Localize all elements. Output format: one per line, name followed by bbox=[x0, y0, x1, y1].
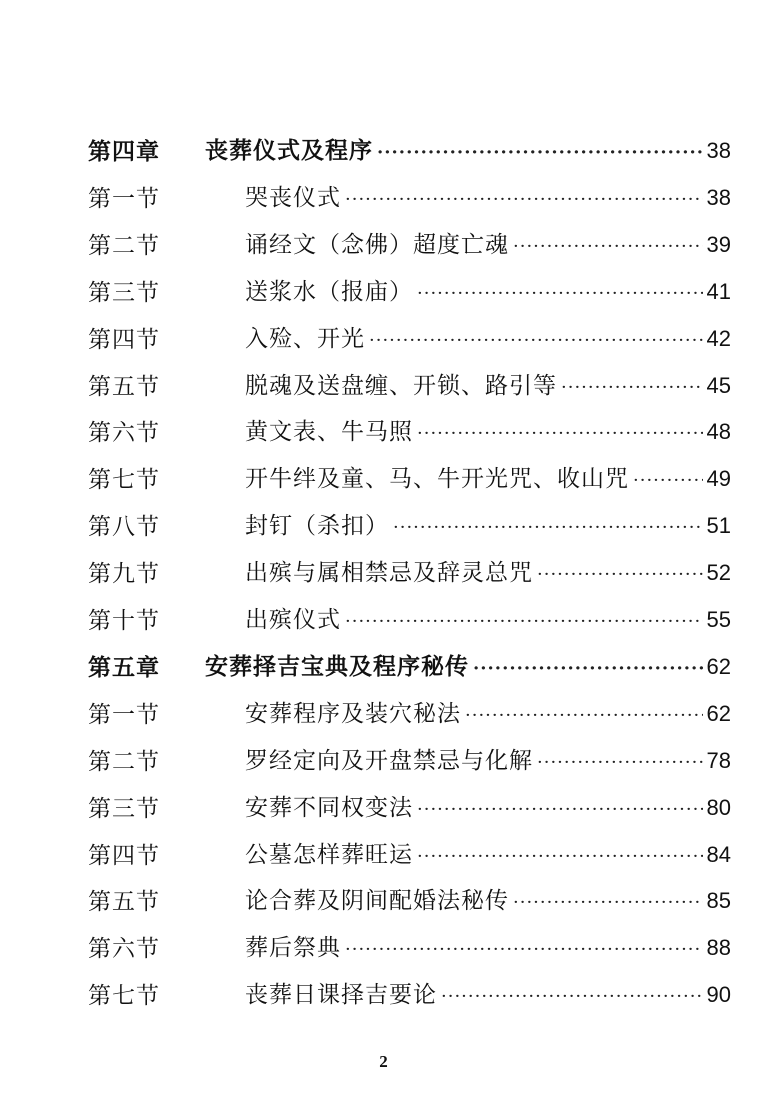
toc-section-row bbox=[0, 551, 767, 597]
dot-leader bbox=[417, 787, 703, 833]
dot-leader bbox=[473, 646, 703, 692]
dot-leader bbox=[513, 224, 703, 270]
dot-leader bbox=[465, 693, 703, 739]
toc-entry-title: 丧葬仪式及程序 bbox=[205, 137, 373, 164]
toc-entry-page: 52 bbox=[706, 560, 731, 586]
toc-entry bbox=[245, 550, 731, 598]
dot-leader bbox=[345, 177, 703, 223]
toc-entry-title: 诵经文（念佛）超度亡魂 bbox=[245, 231, 509, 258]
dot-leader bbox=[369, 318, 703, 364]
dot-leader bbox=[537, 740, 703, 786]
toc-entry bbox=[245, 785, 731, 833]
toc-entry-title: 封钉（杀扣） bbox=[245, 513, 389, 540]
toc-entry-page: 80 bbox=[706, 794, 731, 820]
toc-section-row bbox=[0, 457, 767, 503]
dot-leader bbox=[393, 505, 703, 551]
toc-entry bbox=[245, 503, 731, 551]
dot-leader bbox=[633, 458, 703, 504]
toc-entry-title: 黄文表、牛马照 bbox=[245, 419, 413, 446]
toc-entry bbox=[245, 832, 731, 880]
dot-leader bbox=[417, 271, 703, 317]
toc-entry-label: 第七节 bbox=[88, 467, 160, 494]
toc-entry bbox=[245, 738, 731, 786]
toc-section-row bbox=[0, 973, 767, 1019]
dot-leader bbox=[537, 552, 703, 598]
toc-entry-page: 38 bbox=[706, 184, 731, 210]
toc-entry bbox=[245, 972, 731, 1020]
dot-leader bbox=[345, 599, 703, 645]
toc-entry-title: 出殡与属相禁忌及辞灵总咒 bbox=[245, 560, 533, 587]
toc-section-row bbox=[0, 364, 767, 410]
toc-entry-page: 90 bbox=[706, 982, 731, 1008]
toc-entry bbox=[245, 409, 731, 457]
toc-entry bbox=[245, 925, 731, 973]
dot-leader bbox=[377, 130, 703, 176]
toc-entry-label: 第一节 bbox=[88, 185, 160, 212]
toc-section-row bbox=[0, 598, 767, 644]
toc-entry-label: 第三节 bbox=[88, 795, 160, 822]
toc-entry-page: 41 bbox=[706, 278, 731, 304]
toc-entry bbox=[245, 269, 731, 317]
toc-entry-label: 第二节 bbox=[88, 232, 160, 259]
toc-entry-title: 安葬择吉宝典及程序秘传 bbox=[205, 652, 469, 680]
toc-entry-title: 出殡仪式 bbox=[245, 607, 341, 633]
toc-entry-page: 39 bbox=[706, 231, 731, 257]
toc-entry-page: 42 bbox=[706, 325, 731, 351]
toc-section-row bbox=[0, 926, 767, 972]
dot-leader bbox=[441, 974, 703, 1020]
dot-leader bbox=[345, 927, 703, 973]
toc-entry-page: 78 bbox=[706, 747, 731, 773]
toc-entry-label: 第五节 bbox=[88, 889, 160, 916]
toc-entry-page: 84 bbox=[706, 841, 731, 867]
toc-section-row bbox=[0, 270, 767, 316]
page-number: 2 bbox=[379, 1052, 388, 1071]
toc-entry-title: 丧葬日课择吉要论 bbox=[245, 982, 437, 1009]
toc-entry-page: 51 bbox=[706, 513, 731, 539]
toc-entry-title: 入殓、开光 bbox=[245, 325, 365, 352]
toc-section-row bbox=[0, 317, 767, 363]
toc-entry-page: 45 bbox=[706, 372, 731, 398]
toc-entry bbox=[245, 316, 731, 364]
dot-leader bbox=[561, 365, 703, 411]
toc-entry-label: 第二节 bbox=[88, 748, 160, 775]
toc-entry-label: 第一节 bbox=[88, 701, 160, 728]
toc-section-row bbox=[0, 833, 767, 879]
toc-entry-title: 安葬程序及装穴秘法 bbox=[245, 700, 461, 727]
toc-entry bbox=[245, 222, 731, 270]
toc-entry bbox=[245, 175, 731, 223]
toc-chapter-row bbox=[0, 645, 767, 691]
toc-entry-label: 第八节 bbox=[88, 514, 160, 541]
toc-entry-page: 62 bbox=[706, 700, 731, 726]
toc-entry-title: 公墓怎样葬旺运 bbox=[245, 841, 413, 868]
toc-entry-page: 85 bbox=[706, 888, 731, 914]
toc-section-row bbox=[0, 410, 767, 456]
toc-entry-title: 脱魂及送盘缠、开锁、路引等 bbox=[245, 372, 557, 399]
toc-entry-label: 第十节 bbox=[88, 608, 160, 634]
toc-entry-page: 48 bbox=[706, 419, 731, 445]
toc-entry-label: 第四节 bbox=[88, 842, 160, 869]
toc-entry-title: 罗经定向及开盘禁忌与化解 bbox=[245, 747, 533, 774]
toc-entry-label: 第四节 bbox=[88, 326, 160, 353]
toc-section-row bbox=[0, 223, 767, 269]
dot-leader bbox=[417, 834, 703, 880]
toc-section-row bbox=[0, 879, 767, 925]
toc-entry-title: 开牛绊及童、马、牛开光咒、收山咒 bbox=[245, 466, 629, 493]
toc-section-row bbox=[0, 739, 767, 785]
toc-section-row bbox=[0, 786, 767, 832]
toc-entry bbox=[205, 644, 731, 692]
toc-entry-page: 55 bbox=[706, 607, 731, 632]
toc-entry-title: 论合葬及阴间配婚法秘传 bbox=[245, 888, 509, 915]
toc-entry bbox=[245, 878, 731, 926]
toc-chapter-row bbox=[0, 129, 767, 175]
toc-entry bbox=[245, 456, 731, 504]
toc-entry-label: 第七节 bbox=[88, 983, 160, 1010]
toc-entry bbox=[245, 363, 731, 411]
dot-leader bbox=[513, 880, 703, 926]
toc-entry bbox=[245, 597, 731, 645]
toc-entry-label: 第六节 bbox=[88, 936, 160, 963]
toc-entry-title: 葬后祭典 bbox=[245, 935, 341, 962]
toc-section-row bbox=[0, 692, 767, 738]
toc-section-row bbox=[0, 504, 767, 550]
toc-section-row bbox=[0, 176, 767, 222]
toc-entry-page: 88 bbox=[706, 935, 731, 961]
toc-entry-label: 第四章 bbox=[88, 138, 160, 165]
toc-entry-title: 送浆水（报庙） bbox=[245, 278, 413, 305]
dot-leader bbox=[417, 411, 703, 457]
toc-entry-label: 第九节 bbox=[88, 561, 160, 588]
toc-entry-label: 第三节 bbox=[88, 279, 160, 306]
toc-entry-page: 62 bbox=[706, 653, 731, 679]
toc-entry-title: 安葬不同权变法 bbox=[245, 794, 413, 821]
toc-entry-label: 第五节 bbox=[88, 373, 160, 400]
toc-entry-page: 38 bbox=[706, 138, 731, 163]
toc-entry-page: 49 bbox=[706, 466, 731, 492]
toc-entry bbox=[245, 691, 731, 739]
toc-entry-label: 第五章 bbox=[88, 653, 160, 681]
toc-entry-title: 哭丧仪式 bbox=[245, 184, 341, 211]
toc-entry-label: 第六节 bbox=[88, 420, 160, 447]
toc-entry bbox=[205, 128, 731, 176]
